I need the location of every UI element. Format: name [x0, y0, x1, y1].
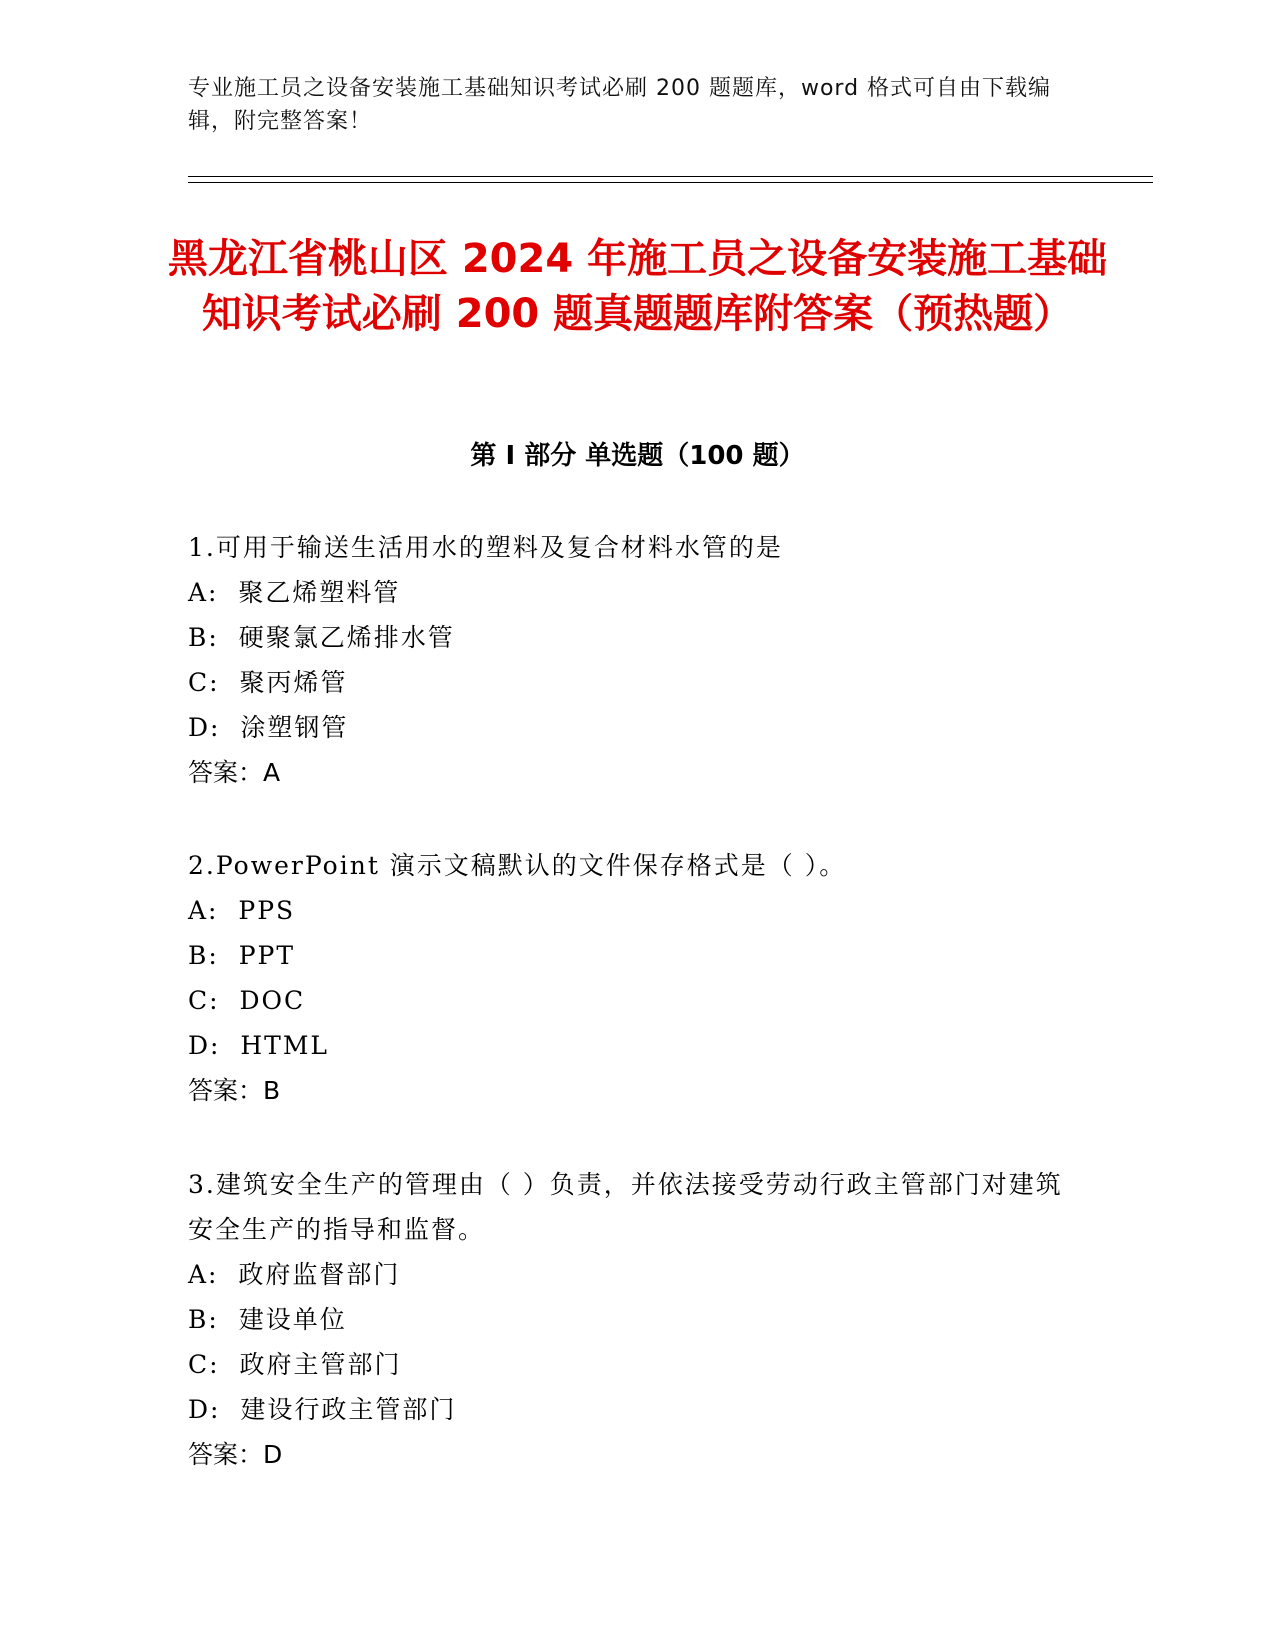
option-d: D: 涂塑钢管	[188, 713, 349, 742]
option-b: B: 建设单位	[188, 1305, 347, 1334]
question-stem: 3.建筑安全生产的管理由（ ）负责，并依法接受劳动行政主管部门对建筑安全生产的指导和监督。	[188, 1170, 1063, 1244]
header-divider-top	[188, 176, 1153, 177]
header-note: 专业施工员之设备安装施工基础知识考试必刷 200 题题库，word 格式可自由下载编辑，附完整答案！	[188, 76, 1052, 134]
option-c: C: 政府主管部门	[188, 1350, 402, 1379]
question-stem: 2.PowerPoint 演示文稿默认的文件保存格式是（ ）。	[188, 851, 847, 880]
answer: 答案：A	[188, 758, 281, 787]
option-b: B: 硬聚氯乙烯排水管	[188, 623, 455, 652]
option-c: C: DOC	[188, 986, 306, 1015]
option-a: A: 政府监督部门	[188, 1260, 401, 1289]
question-stem: 1.可用于输送生活用水的塑料及复合材料水管的是	[188, 533, 783, 562]
document-title: 黑龙江省桃山区 2024 年施工员之设备安装施工基础知识考试必刷 200 题真题题库附答案（预热题）	[167, 236, 1108, 337]
option-b: B: PPT	[188, 941, 296, 970]
option-a: A: 聚乙烯塑料管	[188, 578, 401, 607]
answer: 答案：B	[188, 1076, 281, 1105]
header-divider-bottom	[188, 182, 1153, 183]
question-3	[188, 1162, 1068, 1477]
option-a: A: PPS	[188, 896, 296, 925]
answer: 答案：D	[188, 1440, 283, 1469]
option-d: D: HTML	[188, 1031, 330, 1060]
question-2	[188, 843, 1068, 1113]
question-1	[188, 525, 1068, 795]
section-heading: 第 I 部分 单选题（100 题）	[470, 441, 805, 471]
option-d: D: 建设行政主管部门	[188, 1395, 457, 1424]
option-c: C: 聚丙烯管	[188, 668, 348, 697]
